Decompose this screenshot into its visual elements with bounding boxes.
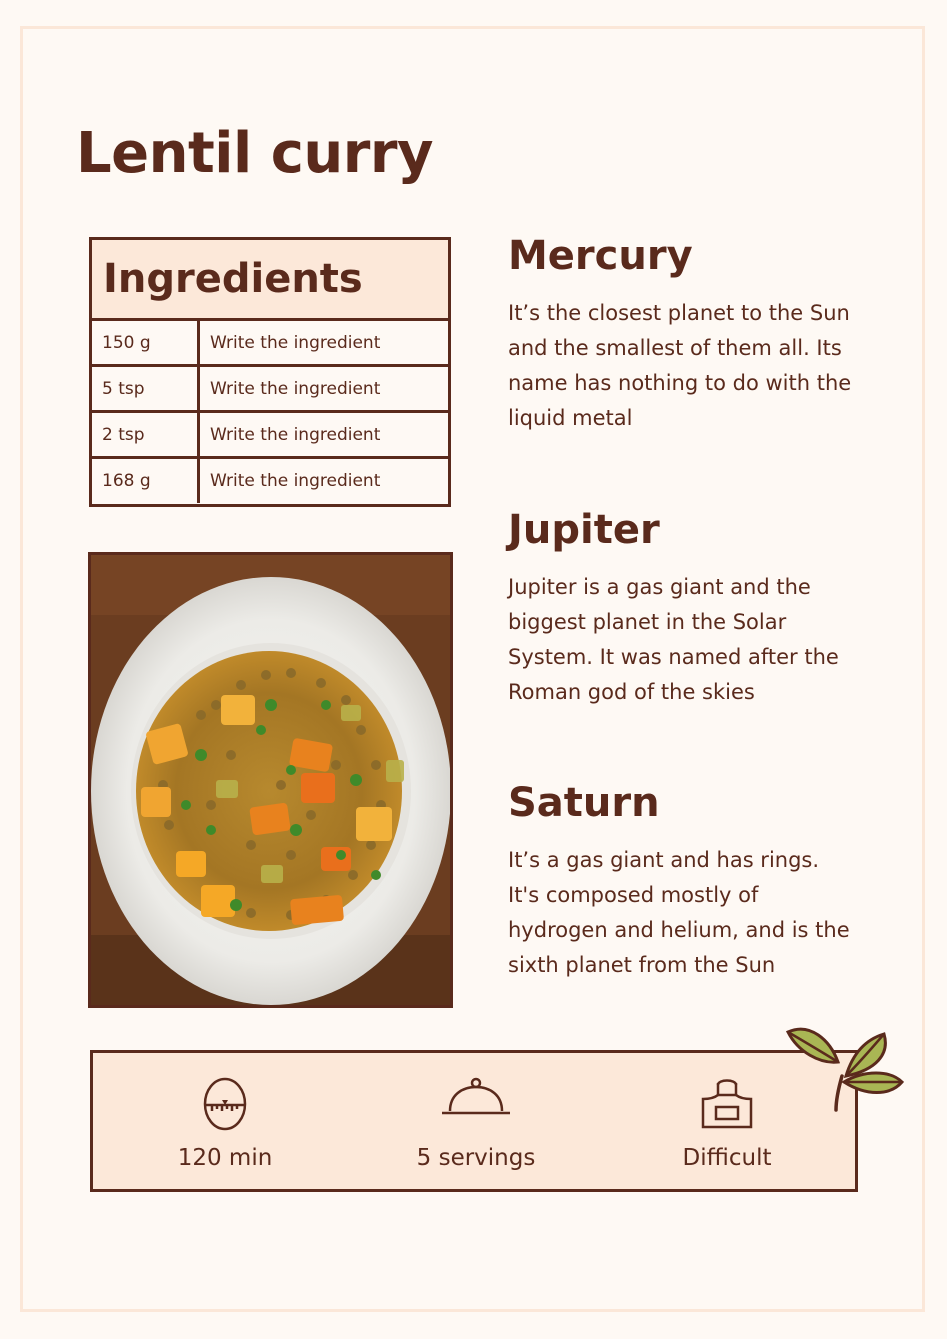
- ingredient-name: Write the ingredient: [210, 471, 381, 491]
- ingredient-row: [92, 459, 448, 503]
- kitchen-timer-icon: [202, 1075, 248, 1135]
- time-label: 120 min: [177, 1145, 273, 1171]
- difficulty-label: Difficult: [682, 1145, 772, 1171]
- recipe-info-bar: [90, 1050, 858, 1192]
- section-body: Jupiter is a gas giant and the biggest planet in the Solar System. It was named after the Roman god of the skies: [508, 575, 839, 704]
- ingredient-name: Write the ingredient: [210, 332, 381, 353]
- ingredient-row: [92, 321, 448, 367]
- food-cloche-icon: [440, 1075, 512, 1123]
- section-body: It’s a gas giant and has rings. It's composed mostly of hydrogen and helium, and is the sixth planet from the Sun: [508, 848, 850, 977]
- ingredient-quantity: 2 tsp: [92, 413, 200, 456]
- ingredient-row: [92, 413, 448, 459]
- servings-label: 5 servings: [416, 1145, 536, 1171]
- ingredient-name: Write the ingredient: [210, 378, 381, 399]
- ingredient-name: Write the ingredient: [210, 424, 381, 445]
- section-heading: Mercury: [508, 233, 693, 279]
- section-saturn: [508, 779, 853, 983]
- ingredient-quantity: 168 g: [92, 459, 200, 503]
- section-heading: Jupiter: [508, 507, 660, 553]
- curry-photo: [88, 552, 453, 1008]
- info-servings: [356, 1053, 596, 1189]
- apron-icon: [699, 1075, 755, 1135]
- ingredients-table: [89, 237, 451, 507]
- info-time: [105, 1053, 345, 1189]
- section-heading: Saturn: [508, 780, 660, 826]
- ingredient-quantity: 150 g: [92, 321, 200, 364]
- section-mercury: [508, 232, 853, 436]
- ingredients-heading: Ingredients: [92, 240, 448, 321]
- section-jupiter: [508, 506, 853, 710]
- curry-bowl-illustration: [91, 555, 450, 1005]
- recipe-title: Lentil curry: [76, 121, 433, 186]
- ingredient-quantity: 5 tsp: [92, 367, 200, 410]
- section-body: It’s the closest planet to the Sun and the smallest of them all. Its name has nothing to do with the liquid metal: [508, 301, 852, 430]
- ingredient-row: [92, 367, 448, 413]
- leaf-decoration-icon: [780, 1020, 910, 1119]
